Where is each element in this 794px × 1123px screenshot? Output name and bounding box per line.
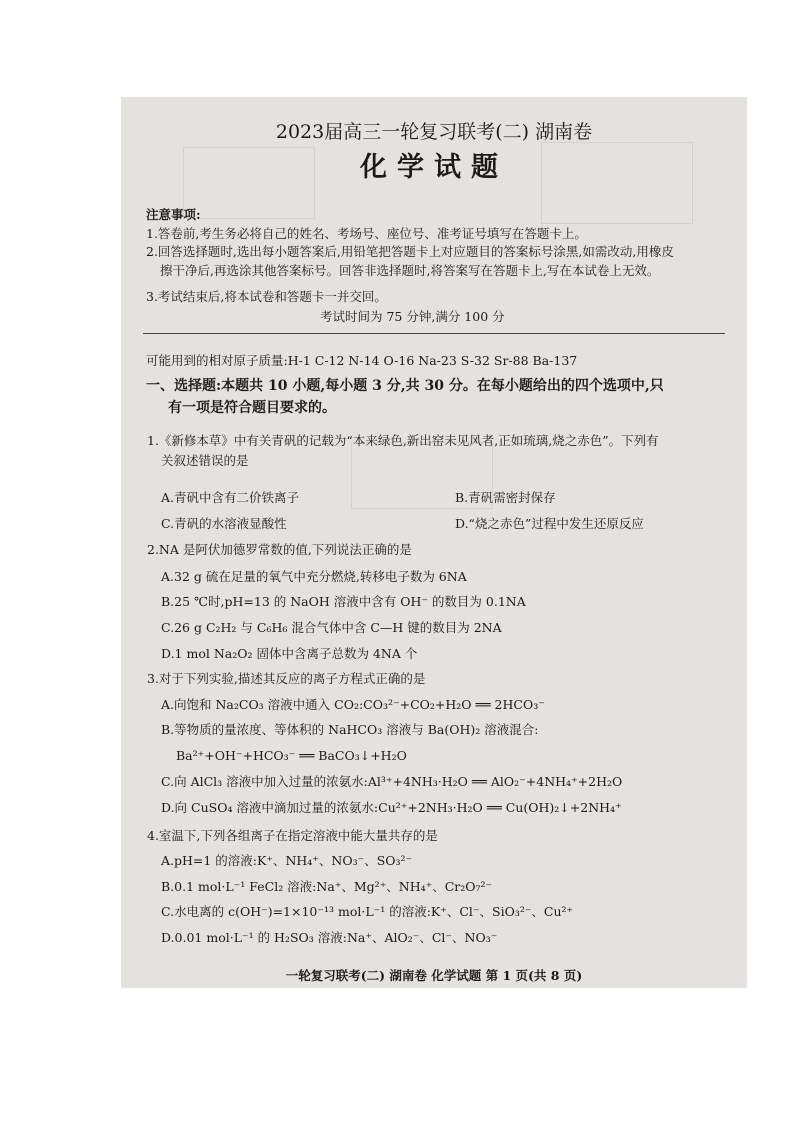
notice-item: 2.回答选择题时,选出每小题答案后,用铅笔把答题卡上对应题目的答案标号涂黑,如需改动,用橡皮 [146, 244, 674, 259]
exam-subject-title: 化学试题 [360, 152, 508, 183]
q4-option-c: C.水电离的 c(OH⁻)=1×10⁻¹³ mol·L⁻¹ 的溶液:K⁺、Cl⁻、SiO₃²⁻、Cu²⁺ [161, 904, 574, 919]
exam-time-line: 考试时间为 75 分钟,满分 100 分 [320, 309, 505, 324]
notice-item: 擦干净后,再选涂其他答案标号。回答非选择题时,将答案写在答题卡上,写在本试卷上无效。 [160, 263, 660, 278]
notice-item: 1.答卷前,考生务必将自己的姓名、考场号、座位号、准考证号填写在答题卡上。 [146, 226, 587, 241]
q1-stem-cont: 关叙述错误的是 [161, 453, 249, 468]
q3-option-b-equation: Ba²⁺+OH⁻+HCO₃⁻ ══ BaCO₃↓+H₂O [176, 748, 407, 763]
exam-page [121, 97, 747, 988]
q4-option-d: D.0.01 mol·L⁻¹ 的 H₂SO₃ 溶液:Na⁺、AlO₂⁻、Cl⁻、NO₃⁻ [161, 930, 498, 945]
q3-option-c: C.向 AlCl₃ 溶液中加入过量的浓氨水:Al³⁺+4NH₃·H₂O ══ AlO₂⁻+4NH₄⁺+2H₂O [161, 774, 623, 789]
section-heading: 一、选择题:本题共 10 小题,每小题 3 分,共 30 分。在每小题给出的四个选项中,只 [146, 378, 664, 394]
q2-stem: 2.NA 是阿伏加德罗常数的值,下列说法正确的是 [147, 542, 412, 557]
q3-option-b: B.等物质的量浓度、等体积的 NaHCO₃ 溶液与 Ba(OH)₂ 溶液混合: [161, 722, 539, 737]
q1-stem: 1.《新修本草》中有关青矾的记载为“本来绿色,新出窑未见风者,正如琉璃,烧之赤色”。下列有 [147, 433, 659, 448]
q1-option-c: C.青矾的水溶液显酸性 [161, 516, 287, 531]
q2-option-b: B.25 ℃时,pH=13 的 NaOH 溶液中含有 OH⁻ 的数目为 0.1NA [161, 594, 526, 609]
q2-option-a: A.32 g 硫在足量的氧气中充分燃烧,转移电子数为 6NA [161, 569, 467, 584]
q1-option-a: A.青矾中含有二价铁离子 [161, 490, 300, 505]
section-heading-cont: 有一项是符合题目要求的。 [168, 400, 336, 416]
notice-heading: 注意事项: [146, 207, 201, 222]
q1-option-d: D.“烧之赤色”过程中发生还原反应 [455, 516, 644, 531]
q4-option-b: B.0.1 mol·L⁻¹ FeCl₂ 溶液:Na⁺、Mg²⁺、NH₄⁺、Cr₂O₇²⁻ [161, 879, 493, 894]
q3-option-d: D.向 CuSO₄ 溶液中滴加过量的浓氨水:Cu²⁺+2NH₃·H₂O ══ Cu(OH)₂↓+2NH₄⁺ [161, 800, 622, 815]
page-footer: 一轮复习联考(二) 湖南卷 化学试题 第 1 页(共 8 页) [285, 968, 583, 983]
q4-stem: 4.室温下,下列各组离子在指定溶液中能大量共存的是 [147, 828, 438, 843]
q3-option-a: A.向饱和 Na₂CO₃ 溶液中通入 CO₂:CO₃²⁻+CO₂+H₂O ══ 2HCO₃⁻ [161, 697, 545, 712]
q2-option-c: C.26 g C₂H₂ 与 C₆H₆ 混合气体中含 C—H 键的数目为 2NA [161, 620, 502, 635]
q3-stem: 3.对于下列实验,描述其反应的离子方程式正确的是 [147, 671, 426, 686]
q2-option-d: D.1 mol Na₂O₂ 固体中含离子总数为 4NA 个 [161, 646, 418, 661]
exam-series-title: 2023届高三一轮复习联考(二) 湖南卷 [275, 121, 593, 143]
divider [143, 333, 725, 334]
q1-option-b: B.青矾需密封保存 [455, 490, 556, 505]
q4-option-a: A.pH=1 的溶液:K⁺、NH₄⁺、NO₃⁻、SO₃²⁻ [161, 853, 413, 868]
atomic-masses: 可能用到的相对原子质量:H-1 C-12 N-14 O-16 Na-23 S-32 Sr-88 Ba-137 [146, 353, 578, 368]
notice-item: 3.考试结束后,将本试卷和答题卡一并交回。 [146, 289, 387, 304]
